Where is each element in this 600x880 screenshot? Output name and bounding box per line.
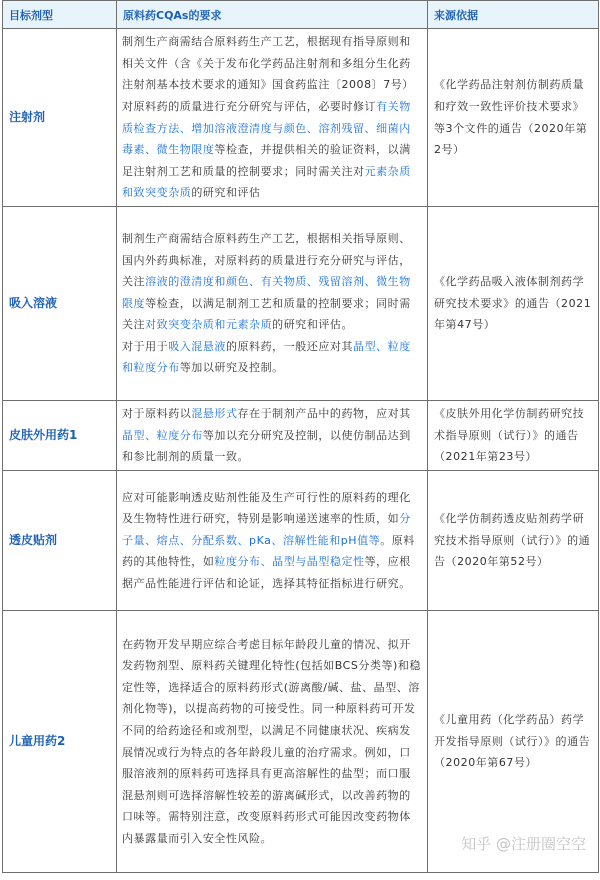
highlighted-term: 有关物质检查方法、增加溶液澄清度与颜色、溶剂残留、细菌内毒素、微生物限度 (122, 99, 411, 157)
requirement-cell (117, 29, 428, 207)
requirement-cell (117, 611, 428, 873)
highlighted-term: 元素杂质和致突变杂质 (122, 164, 411, 200)
requirement-text: 等加以研究及控制。 (179, 361, 284, 375)
requirement-cell (117, 471, 428, 611)
source-cell: 《化学药品吸入液体制剂药学研究技术要求》的通告（2021年第47号） (428, 207, 599, 401)
requirement-text: 制剂生产商需结合原料药生产工艺，根据相关指导原则、国内外药典标准，对原料药的质量进行充分研究与评估，关注 (122, 231, 411, 289)
table-row (3, 401, 599, 471)
table-row (3, 29, 599, 207)
header-src: 来源依据 (428, 1, 599, 29)
highlighted-term: 吸入混悬液 (168, 339, 226, 353)
dosage-form-cell: 皮肤外用药1 (3, 401, 117, 471)
requirement-text: 等加以充分研究及控制，以使仿制品达到和参比制剂的质量一致。 (122, 428, 411, 464)
header-row (3, 1, 599, 29)
source-cell: 《化学仿制药透皮贴剂药学研究技术指导原则（试行）》的通告（2020年第52号） (428, 471, 599, 611)
table-row (3, 611, 599, 873)
source-cell: 《儿童用药（化学药品）药学开发指导原则（试行）》的通告（2020年第67号） (428, 611, 599, 873)
dosage-form-cell: 透皮贴剂 (3, 471, 117, 611)
requirement-text: 在药物开发早期应综合考虑目标年龄段儿童的情况、拟开发药物剂型、原料药关键理化特性(包括如BCS分类等)和稳定性等，选择适合的原料药形式(游离酸/碱、盐、晶型、溶剂化物等)，以提高药物的可接受性。同一种原料药可开发不同的给药途径和或剂型，以满足不同健康状况、疾病发展情况或行为特点的各年龄段儿童的治疗需求。例如，口服溶液剂的原料药可选择具有更高溶解性的盐型；而口服混悬剂则可选择溶解性较差的游离碱形式，以改善药物的口味等。需特别注意，改变原料药形式可能因改变药物体内暴露量而引入安全性风险。 (122, 637, 421, 845)
source-cell: 《皮肤外用化学仿制药研究技术指导原则（试行）》的通告（2021年第23号） (428, 401, 599, 471)
requirement-cell (117, 207, 428, 401)
requirement-text: 对于用于 (122, 339, 169, 353)
highlighted-term: 分子量、熔点、分配系数、pKa、溶解性能和pH值等 (122, 512, 411, 547)
requirement-text: 的研究和评估。 (272, 318, 354, 332)
requirement-text: 等检查，并提供相关的验证资料，以满足注射剂工艺和质量的控制要求；同时需关注对 (122, 143, 411, 178)
requirement-text: 应对可能影响透皮贴剂性能及生产可行性的原料药的理化及生物特性进行研究，特别是影响递送速率的性质，如 (122, 490, 411, 526)
header-type: 目标剂型 (3, 1, 117, 29)
highlighted-term: 对致突变杂质和元素杂质 (145, 318, 273, 332)
highlighted-term: 溶液的澄清度和颜色、有关物质、残留溶剂、微生物限度 (122, 275, 411, 310)
table-row (3, 471, 599, 611)
requirement-para (122, 336, 422, 379)
requirement-text: 制剂生产商需结合原料药生产工艺，根据现有指导原则和相关文件（含《关于发布化学药品注射剂和多组分生化药注射剂基本技术要求的通知》国食药监注〔2008〕7号）对原料药的质量进行充分研究与评估，必要时修订 (122, 35, 414, 113)
source-cell: 《化学药品注射剂仿制药质量和疗效一致性评价技术要求》等3个文件的通告（2020年第2号） (428, 29, 599, 207)
requirement-text: 的原料药，一般还应对其 (225, 339, 354, 353)
requirement-text: 。原料药的其他特性，如 (122, 533, 415, 569)
highlighted-term: 混悬形式 (191, 407, 238, 421)
requirement-para (122, 228, 422, 336)
dosage-form-cell: 注射剂 (3, 29, 117, 207)
requirement-cell (117, 401, 428, 471)
watermark: 知乎 @注册圈空空 (461, 835, 586, 853)
requirement-text: 存在于制剂产品中的药物，应对其 (237, 407, 411, 421)
highlighted-term: 晶型、粒度和粒度分布 (122, 339, 411, 375)
requirement-text: 等检查，以满足制剂工艺和质量的控制要求；同时需关注 (122, 296, 411, 332)
highlighted-term: 晶型、粒度分布 (122, 428, 203, 442)
highlighted-term: 粒度分布、晶型与晶型稳定性 (214, 555, 365, 569)
header-req: 原料药CQAs的要求 (117, 1, 428, 29)
requirement-text: 等，应根据产品性能进行评估和论证，选择其特征指标进行研究。 (122, 555, 411, 590)
dosage-form-cell: 儿童用药2 (3, 611, 117, 873)
dosage-form-cell: 吸入溶液 (3, 207, 117, 401)
requirement-text: 对于原料药以 (122, 407, 192, 421)
requirement-text: 的研究和评估 (191, 186, 261, 200)
cqa-table (2, 0, 599, 873)
table-row (3, 207, 599, 401)
